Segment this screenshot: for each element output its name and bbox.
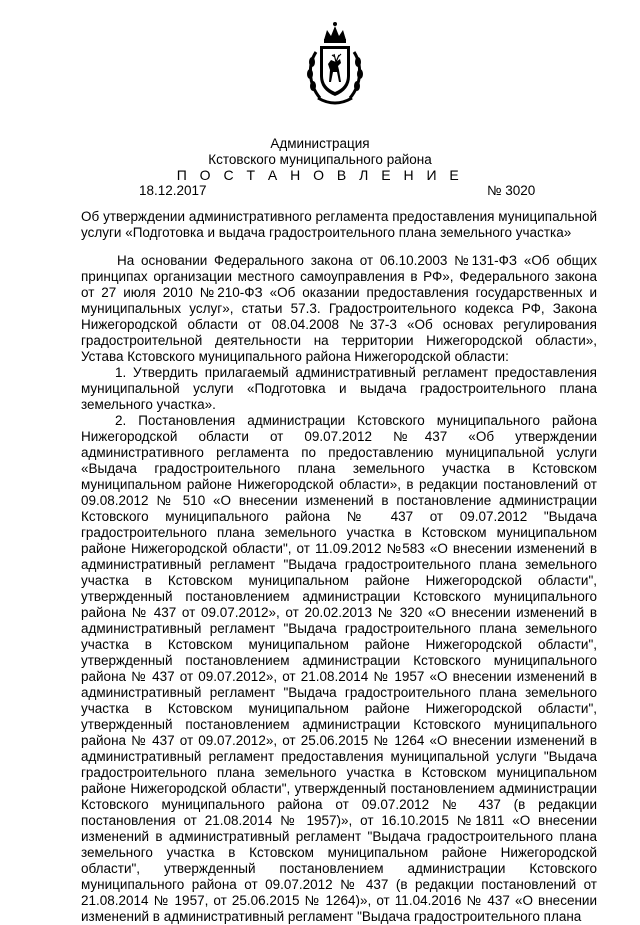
org-name-line2: Кстовского муниципального района xyxy=(208,152,432,167)
paragraph-preamble: На основании Федерального закона от 06.10.2003 №131-ФЗ «Об общих принципах организации местного самоуправления в РФ», Федерального закона от 27 июля 2010 №210-ФЗ «Об оказании предоставления государственных и муниципальных услуг», статьи 57.3. Градостроительного кодекса РФ, Закона Нижегородской области от 08.04.2008 №37-3 «Об основах регулирования градостроительной деятельности на территории Нижегородской области», Устава Кстовского муниципального района Нижегородской области: xyxy=(81,253,597,364)
paragraph-item-2: 2. Постановления администрации Кстовского муниципального района Нижегородской области от 09.07.2012 №437 «Об утверждении административного регламента по предоставлению муниципальной услуги «Выдача градостроительного плана земельного участка в Кстовском муниципальном районе Нижегородской области», в редакции постановлений от 09.08.2012 № 510 «О внесении изменений в постановление администрации Кстовского муниципального района № 437 от 09.07.2012 "Выдача градостроительного плана земельного участка в Кстовском муниципальном районе Нижегородской области", от 11.09.2012 №583 «О внесении изменений в административный регламент "Выдача градостроительного плана земельного участка в Кстовском муниципальном районе Нижегородской области", утвержденный постановлением администрации Кстовского муниципального района № 437 от 09.07.2012», от 20.02.2013 № 320 «О внесении изменений в административный регламент "Выдача градостроительного плана земельного участка в Кстовском муниципальном районе Нижегородской области", утвержденный постановлением администрации Кстовского муниципального района № 437 от 09.07.2012», от 21.08.2014 № 1957 «О внесении изменений в административный регламент "Выдача градостроительного плана земельного участка в Кстовском муниципальном районе Нижегородской области", утвержденный постановлением администрации Кстовского муниципального района № 437 от 09.07.2012», от 25.06.2015 № 1264 «О внесении изменений в административный регламент предоставления муниципальной услуги "Выдача градостроительного плана земельного участка в Кстовском муниципальном районе Нижегородской области", утвержденный постановлением администрации Кстовского муниципального района от 09.07.2012 № 437 (в редакции постановления от 21.08.2014 № 1957)», от 16.10.2015 №1811 «О внесении изменений в административный регламент "Выдача градостроительного плана земельного участка в Кстовском муниципальном районе Нижегородской области", утвержденный постановлением администрации Кстовского муниципального района от 09.07.2012 № 437 (в редакции постановлений от 21.08.2014 № 1957, от 25.06.2015 № 1264)», от 11.04.2016 № 437 «О внесении изменений в административный регламент "Выдача градостроительного плана xyxy=(81,413,597,924)
paragraph-item-1: 1. Утвердить прилагаемый административный регламент предоставления муниципальной услуги «Подготовка и выдача градостроительного плана земельного участка». xyxy=(81,365,597,412)
document-body xyxy=(81,253,597,925)
document-type: П О С Т А Н О В Л Е Н И Е xyxy=(176,167,464,183)
document-number: № 3020 xyxy=(487,183,536,198)
document-subject: Об утверждении административного регламента предоставления муниципальной услуги «Подготовка и выдача градостроительного плана земельного участка» xyxy=(81,209,597,240)
org-name-line1: Администрация xyxy=(270,136,370,151)
coat-of-arms-svg xyxy=(300,18,370,108)
document-date: 18.12.2017 xyxy=(139,183,207,198)
coat-of-arms-icon xyxy=(300,18,370,108)
